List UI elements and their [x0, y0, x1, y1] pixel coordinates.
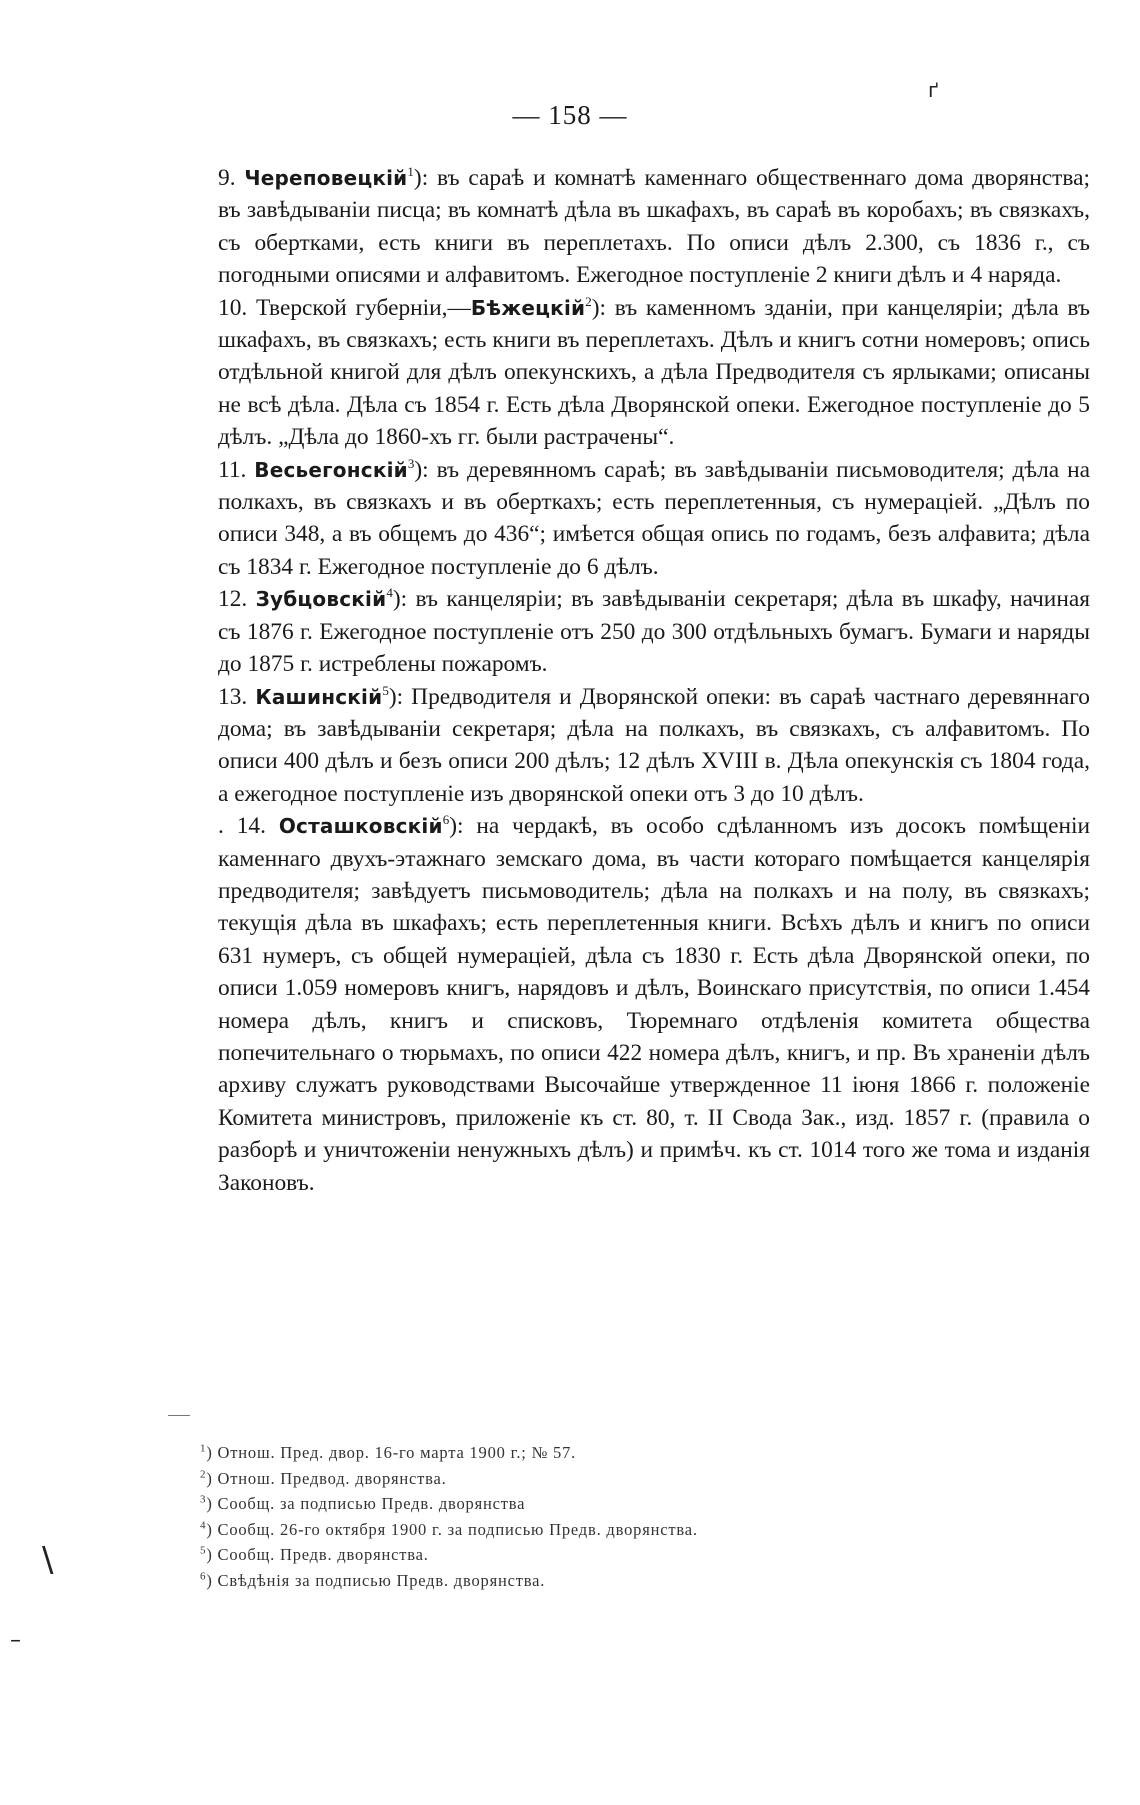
- entry-12: [218, 583, 1090, 680]
- footnote-ref: 4: [386, 585, 393, 601]
- district-name: Осташковскій: [278, 814, 443, 839]
- footnote-number: 3: [200, 1493, 207, 1506]
- entry-text: ): въ сараѣ и комнатѣ каменнаго общественнаго дома дворянства; въ завѣдываніи писца; въ комнатѣ дѣла въ шкафахъ, въ сараѣ въ коробахъ; въ связкахъ, съ обертками, есть книги въ переплетахъ. По описи дѣлъ 2.300, съ 1836 г., съ погодными описями и алфавитомъ. Ежегодное поступленіе 2 книги дѣлъ и 4 наряда.: [218, 165, 1090, 289]
- district-name: Кашинскій: [255, 684, 383, 709]
- entry-text: ): въ канцеляріи; въ завѣдываніи секретаря; дѣла въ шкафу, начиная съ 1876 г. Ежегодное поступленіе отъ 250 до 300 отдѣльныхъ бумагъ. Бумаги и наряды до 1875 г. истреблены пожаромъ.: [218, 586, 1090, 678]
- district-name: Бѣжецкій: [470, 295, 586, 320]
- footnote-5: [200, 1542, 900, 1568]
- margin-mark-dash: –: [10, 1628, 21, 1653]
- entry-text: ): въ каменномъ зданіи, при канцеляріи; дѣла въ шкафахъ, въ связкахъ; есть книги въ переплетахъ. Дѣлъ и книгъ сотни номеровъ; опись отдѣльной книгой для дѣлъ опекунскихъ, а дѣла Предводителя съ ярлыками; описаны не всѣ дѣла. Дѣла съ 1854 г. Есть дѣла Дворянской опеки. Ежегодное поступленіе до 5 дѣлъ. „Дѣла до 1860-хъ гг. были растрачены“.: [218, 294, 1090, 451]
- entry-11: [218, 454, 1090, 584]
- entry-number: 14.: [236, 813, 266, 840]
- footnote-1: [200, 1440, 900, 1466]
- entry-text: ): на чердакѣ, въ особо сдѣланномъ изъ досокъ помѣщеніи каменнаго двухъ-этажнаго земскаго дома, въ части котораго помѣщается канцелярія предводителя; завѣдуетъ письмоводитель; дѣла на полкахъ и на полу, въ связкахъ; текущія дѣла въ шкафахъ; есть переплетенныя книги. Всѣхъ дѣлъ и книгъ по описи 631 нумеръ, съ общей нумераціей, дѣла съ 1830 г. Есть дѣла Дворянской опеки, по описи 1.059 номеровъ книгъ, нарядовъ и дѣлъ, Воинскаго присутствія, по описи 1.454 номера дѣлъ, книгъ и списковъ, Тюремнаго отдѣленія комитета общества попечительнаго о тюрьмахъ, по описи 422 номера дѣлъ, книгъ, и пр. Въ храненіи дѣлъ архиву служатъ руководствами Высочайше утвержденное 11 іюня 1866 г. положеніе Комитета министровъ, приложеніе къ ст. 80, т. II Свода Зак., изд. 1857 г. (правила о разборѣ и уничтоженіи ненужныхъ дѣлъ) и примѣч. къ ст. 1014 того же тома и изданія Законовъ.: [218, 813, 1090, 1196]
- entry-9: [218, 162, 1090, 292]
- body-text: [218, 162, 1090, 1199]
- entry-lead-dot: .: [218, 813, 224, 840]
- footnote-number: 2: [200, 1468, 207, 1480]
- footnote-number: 4: [200, 1519, 207, 1531]
- footnote-ref: 1: [407, 164, 414, 180]
- entry-number: 9.: [218, 165, 236, 191]
- margin-mark-left: \: [42, 1540, 54, 1580]
- footnote-2: [200, 1466, 900, 1492]
- entry-text: ): Предводителя и Дворянской опеки: въ сараѣ частнаго деревяннаго дома; въ завѣдываніи секретаря; дѣла на полкахъ, въ связкахъ, съ алфавитомъ. По описи 400 дѣлъ и безъ описи 200 дѣлъ; 12 дѣлъ XVIII в. Дѣла опекунскія съ 1804 года, а ежегодное поступленіе изъ дворянской опеки отъ 3 до 10 дѣлъ.: [218, 683, 1090, 807]
- footnote-number: 6: [200, 1570, 207, 1582]
- footnote-text: ) Отнош. Пред. двор. 16-го марта 1900 г.; № 57.: [206, 1443, 577, 1462]
- footnote-text: ) Отнош. Предвод. дворянства.: [206, 1468, 447, 1488]
- entry-number: 13.: [218, 683, 248, 710]
- district-name: Весьегонскій: [254, 457, 408, 482]
- footnote-6: [200, 1568, 900, 1594]
- footnotes: [200, 1440, 900, 1593]
- district-name: Череповецкій: [244, 166, 408, 190]
- entry-number: 10.: [218, 294, 248, 321]
- entry-number: 12.: [218, 586, 248, 613]
- footnote-3: [200, 1491, 900, 1517]
- entry-number: 11.: [218, 456, 247, 483]
- footnote-ref: 5: [382, 682, 389, 698]
- entry-prefix: Тверской губерніи,—: [255, 294, 471, 321]
- footnote-ref: 2: [585, 293, 592, 309]
- footnote-text: ) Сообщ. 26-го октября 1900 г. за подписью Предв. дворянства.: [206, 1519, 698, 1539]
- entry-10: [218, 292, 1090, 454]
- district-name: Зубцовскій: [255, 587, 387, 612]
- footnote-text: ) Свѣдѣнія за подписью Предв. дворянства.: [206, 1570, 546, 1590]
- entry-13: [218, 681, 1090, 811]
- footnote-text: ) Сообщ. за подписью Предв. дворянства: [206, 1494, 526, 1513]
- entry-14: [218, 810, 1090, 1199]
- footnote-divider: [168, 1415, 190, 1416]
- footnote-text: ) Сообщ. Предв. дворянства.: [206, 1545, 429, 1564]
- entry-text: ): въ деревянномъ сараѣ; въ завѣдываніи письмоводителя; дѣла на полкахъ, въ связкахъ и въ оберткахъ; есть переплетенныя, съ нумераціей. „Дѣлъ по описи 348, а въ общемъ до 436“; имѣется общая опись по годамъ, безъ алфавита; дѣла съ 1834 г. Ежегодное поступленіе до 6 дѣлъ.: [218, 456, 1090, 580]
- page-number: — 158 —: [512, 100, 628, 130]
- footnote-number: 1: [200, 1442, 207, 1455]
- margin-mark-top: ґ: [928, 78, 939, 102]
- footnote-4: [200, 1517, 900, 1543]
- footnote-number: 5: [200, 1544, 207, 1557]
- footnote-ref: 3: [407, 455, 415, 471]
- footnote-ref: 6: [442, 812, 450, 828]
